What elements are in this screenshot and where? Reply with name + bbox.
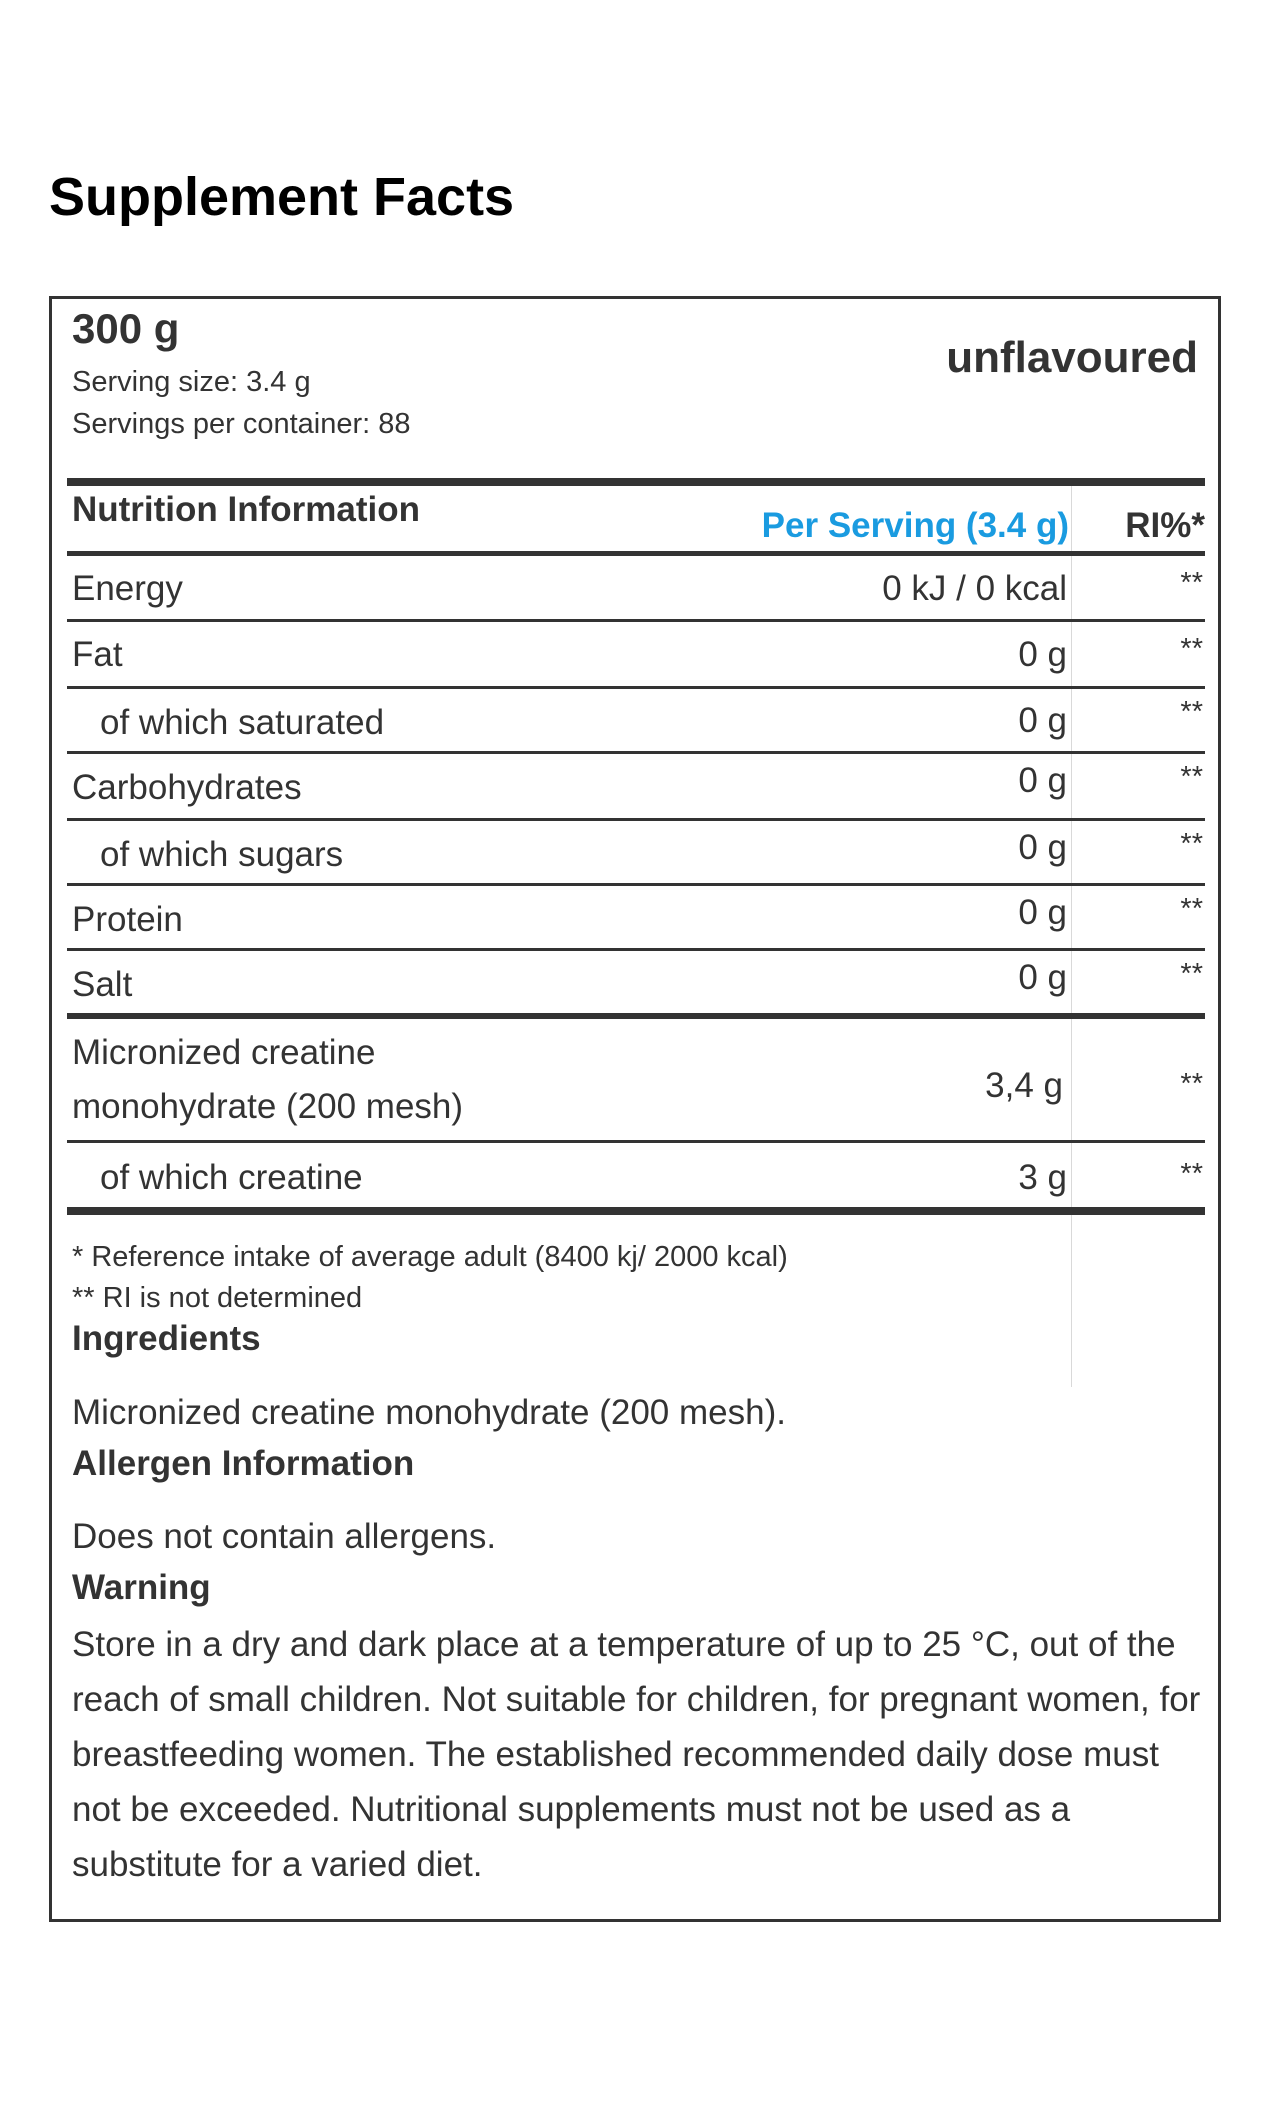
allergen-text: Does not contain allergens. [72, 1517, 497, 1556]
serving-size: Serving size: 3.4 g [72, 366, 311, 398]
warning-heading: Warning [72, 1568, 211, 1607]
page-title: Supplement Facts [49, 167, 515, 227]
nutrient-ri: ** [1180, 828, 1203, 860]
nutrient-name: of which sugars [100, 835, 344, 874]
row-rule [67, 1140, 1205, 1143]
ri-reference-footnote: * Reference intake of average adult (8400 kj/ 2000 kcal) [72, 1241, 788, 1273]
nutrient-ri: ** [1180, 567, 1203, 599]
nutrient-name: of which creatine [100, 1158, 363, 1197]
nutrient-amount: 0 g [1018, 635, 1067, 674]
nutrient-amount: 0 kJ / 0 kcal [882, 569, 1067, 608]
nutrient-name: Salt [72, 965, 133, 1004]
row-rule [67, 818, 1205, 821]
nutrient-name: of which saturated [100, 703, 385, 742]
nutrient-amount: 3 g [1018, 1158, 1067, 1197]
nutrient-ri: ** [1180, 1068, 1203, 1100]
row-rule [67, 883, 1205, 886]
thick-row-rule [67, 1013, 1205, 1019]
nutrient-ri: ** [1180, 1158, 1203, 1190]
nutrient-amount: 0 g [1018, 893, 1067, 932]
allergen-heading: Allergen Information [72, 1444, 415, 1483]
header-rule [67, 551, 1205, 556]
nutrient-ri: ** [1180, 958, 1203, 990]
per-serving-header: Per Serving (3.4 g) [761, 506, 1069, 545]
table-bottom-rule [67, 1207, 1205, 1215]
nutrient-name-line2: monohydrate (200 mesh) [72, 1087, 464, 1126]
nutrient-amount: 0 g [1018, 828, 1067, 867]
nutrient-name: Carbohydrates [72, 768, 302, 807]
nutrient-name-line1: Micronized creatine [72, 1033, 376, 1072]
nutrition-info-header: Nutrition Information [72, 490, 421, 529]
nutrient-ri: ** [1180, 696, 1203, 728]
nutrient-name: Protein [72, 900, 183, 939]
ingredients-heading: Ingredients [72, 1319, 261, 1358]
warning-text: Store in a dry and dark place at a temperature of up to 25 °C, out of the reach of small children. Not suitable for children, for pregnant women, for breastfeeding women. The established recommended daily dose must not be exceeded. Nutritional supplements must not be used as a substitute for a varied diet. [72, 1625, 1201, 1884]
nutrient-ri: ** [1180, 633, 1203, 665]
table-top-rule [67, 478, 1205, 486]
nutrient-amount: 3,4 g [985, 1066, 1063, 1105]
ingredients-text: Micronized creatine monohydrate (200 mesh). [72, 1393, 786, 1432]
nutrient-ri: ** [1180, 893, 1203, 925]
nutrient-ri: ** [1180, 761, 1203, 793]
ri-not-determined-footnote: ** RI is not determined [72, 1282, 363, 1314]
nutrient-amount: 0 g [1018, 761, 1067, 800]
row-rule [67, 751, 1205, 754]
net-weight: 300 g [72, 305, 180, 352]
row-rule [67, 619, 1205, 622]
row-rule [67, 948, 1205, 951]
flavour-label: unflavoured [946, 333, 1198, 382]
nutrient-name: Fat [72, 635, 123, 674]
supplement-facts-panel [49, 296, 1221, 1922]
nutrient-amount: 0 g [1018, 958, 1067, 997]
nutrient-name: Energy [72, 569, 183, 608]
ri-header: RI%* [1125, 506, 1205, 545]
column-divider [1071, 478, 1072, 1387]
nutrient-amount: 0 g [1018, 701, 1067, 740]
row-rule [67, 686, 1205, 689]
servings-per-container: Servings per container: 88 [72, 408, 411, 440]
